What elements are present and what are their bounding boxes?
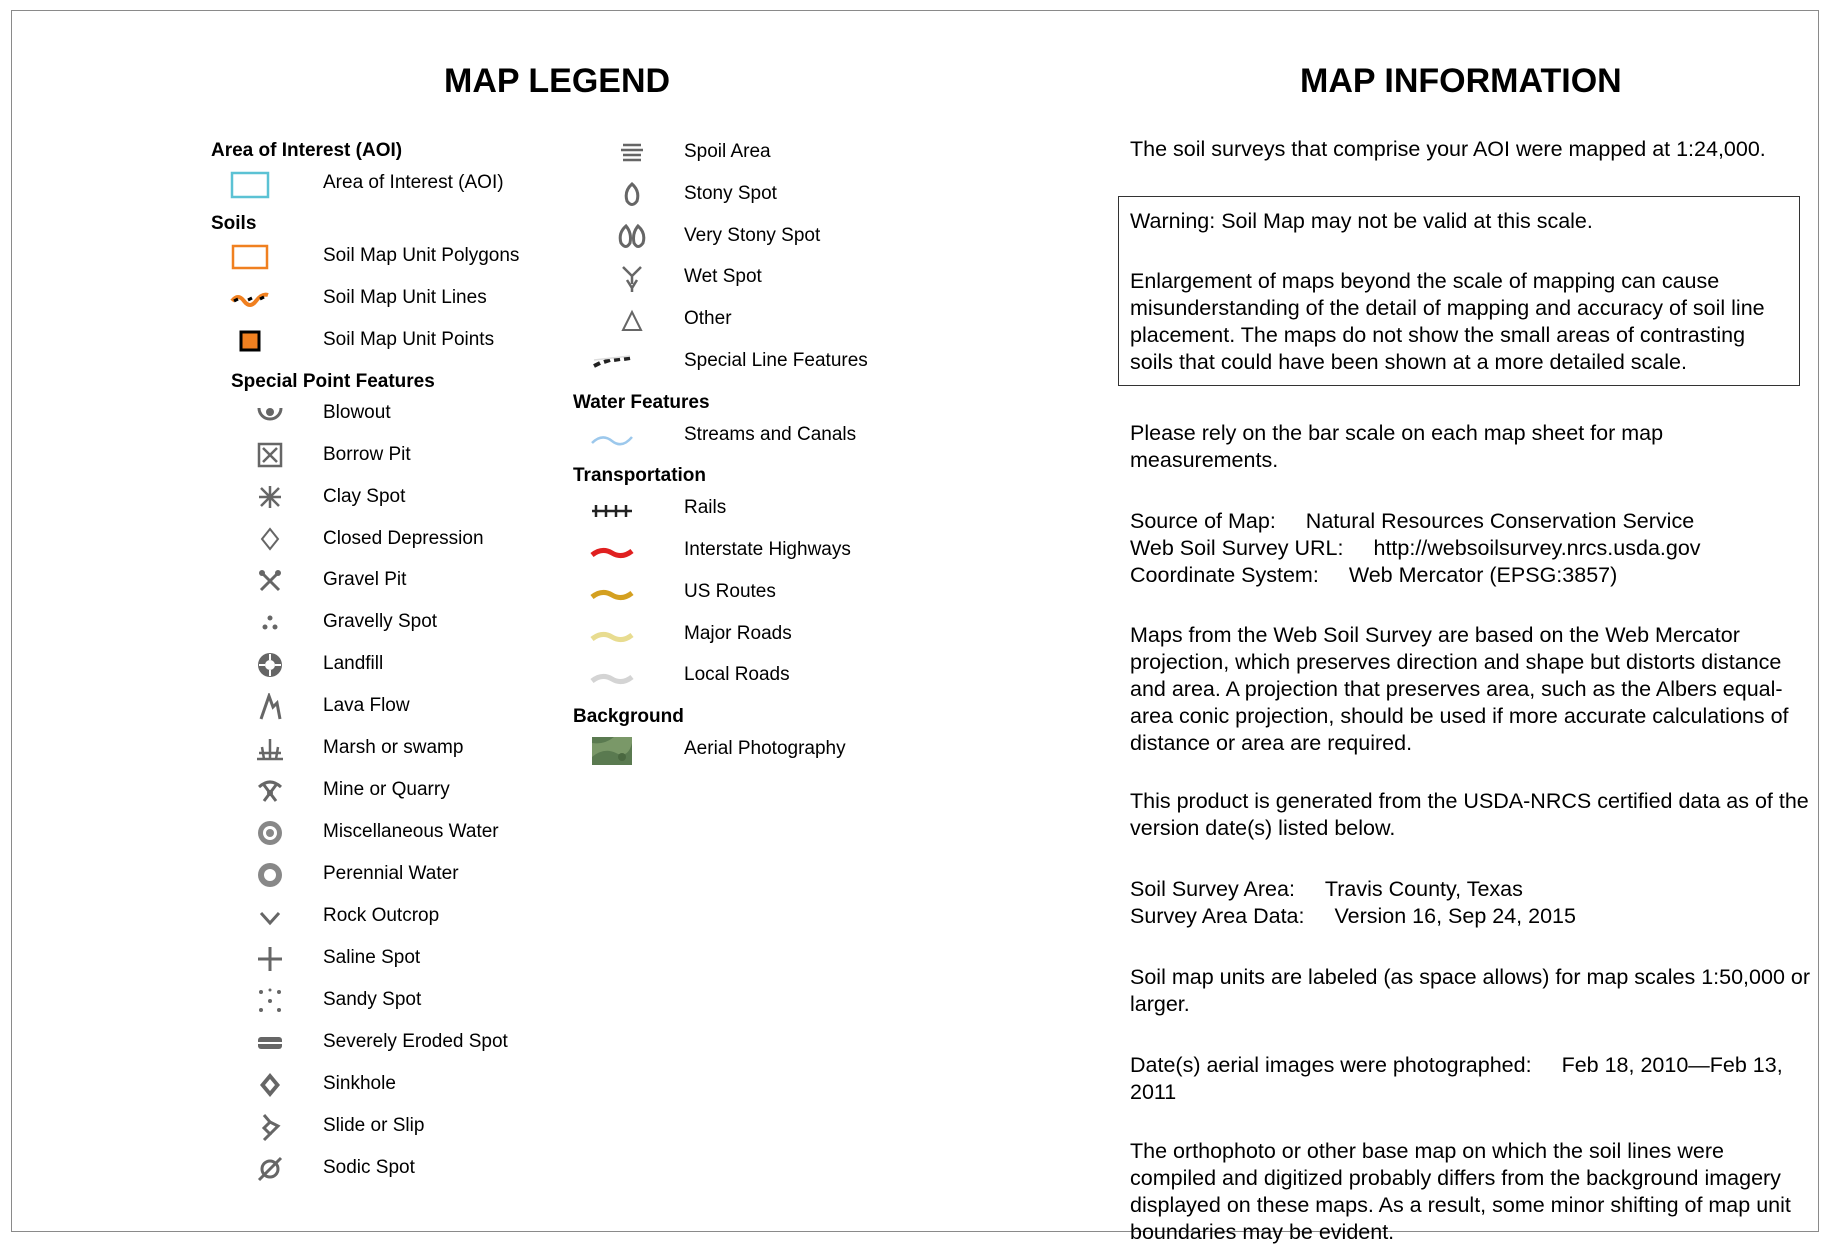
spf-item: Sinkhole: [323, 1073, 396, 1094]
spf-item: Gravel Pit: [323, 569, 407, 590]
transport-item: Major Roads: [684, 623, 792, 644]
transport-item: US Routes: [684, 581, 776, 602]
spf-item: Mine or Quarry: [323, 779, 450, 800]
legend-item-lines: Soil Map Unit Lines: [323, 287, 487, 308]
gravelly-spot-icon: [248, 608, 292, 638]
mine-icon: [248, 776, 292, 806]
coord-value: Web Mercator (EPSG:3857): [1348, 563, 1618, 587]
misc-water-icon: [248, 818, 292, 848]
special-point-heading: Special Point Features: [231, 371, 435, 392]
rails-icon: [590, 496, 634, 526]
gravel-pit-icon: [248, 566, 292, 596]
major-road-icon: [590, 622, 634, 652]
product-text: This product is generated from the USDA-NRCS certified data as of the version date(s) listed below.: [1130, 789, 1809, 840]
area-value: Travis County, Texas: [1324, 877, 1523, 901]
background-item: Aerial Photography: [684, 738, 846, 759]
aoi-rectangle-icon: [228, 170, 272, 200]
col2-item: Very Stony Spot: [684, 225, 821, 246]
url-label: Web Soil Survey URL:: [1130, 536, 1344, 560]
marsh-icon: [248, 734, 292, 764]
spf-item: Gravelly Spot: [323, 611, 438, 632]
special-line-icon: [590, 347, 634, 377]
spf-item: Saline Spot: [323, 947, 421, 968]
closed-depression-icon: [248, 524, 292, 554]
water-heading: Water Features: [573, 392, 710, 413]
landfill-icon: [248, 650, 292, 680]
labels-note: Soil map units are labeled (as space allows) for map scales 1:50,000 or larger.: [1130, 965, 1810, 1016]
transport-item: Interstate Highways: [684, 539, 851, 560]
sandy-spot-icon: [248, 986, 292, 1016]
sinkhole-icon: [248, 1070, 292, 1100]
spf-item: Lava Flow: [323, 695, 410, 716]
slide-icon: [248, 1112, 292, 1142]
spf-item: Rock Outcrop: [323, 905, 440, 926]
clay-spot-icon: [248, 482, 292, 512]
dates-label: Date(s) aerial images were photographed:: [1130, 1053, 1532, 1077]
aoi-heading: Area of Interest (AOI): [211, 140, 403, 161]
very-stony-spot-icon: [610, 222, 654, 252]
unit-point-icon: [228, 326, 272, 356]
aerial-photo-icon: [590, 736, 634, 766]
area-label: Soil Survey Area:: [1130, 877, 1295, 901]
spf-item: Clay Spot: [323, 486, 406, 507]
col2-item: Other: [684, 308, 732, 329]
rock-outcrop-icon: [248, 902, 292, 932]
us-route-icon: [590, 580, 634, 610]
col2-item: Stony Spot: [684, 183, 777, 204]
url-value[interactable]: http://websoilsurvey.nrcs.usda.gov: [1373, 536, 1701, 560]
col2-item: Special Line Features: [684, 350, 868, 371]
polygon-outline-icon: [228, 242, 272, 272]
blowout-icon: [248, 398, 292, 428]
spf-item: Borrow Pit: [323, 444, 411, 465]
projection-text: Maps from the Web Soil Survey are based on the Web Mercator projection, which preserves direction and shape but distorts distance and area. A projection that preserves area, such as the Albers equal-area conic projection, should be used if more accurate calculations of distance or area are required.: [1130, 623, 1789, 755]
scale-note: The soil surveys that comprise your AOI were mapped at 1:24,000.: [1130, 137, 1766, 161]
data-value: Version 16, Sep 24, 2015: [1334, 904, 1576, 928]
col2-item: Spoil Area: [684, 141, 771, 162]
source-value: Natural Resources Conservation Service: [1305, 509, 1695, 533]
local-road-icon: [590, 664, 634, 694]
legend-item-polygons: Soil Map Unit Polygons: [323, 245, 520, 266]
ortho-text: The orthophoto or other base map on which the soil lines were compiled and digitized probably differs from the background imagery displayed on these maps. As a result, some minor shifting of map unit boundaries may be evident.: [1130, 1139, 1791, 1244]
spf-item: Closed Depression: [323, 528, 484, 549]
sodic-spot-icon: [248, 1154, 292, 1184]
spf-item: Perennial Water: [323, 863, 459, 884]
transport-item: Local Roads: [684, 664, 790, 685]
spf-item: Slide or Slip: [323, 1115, 425, 1136]
legend-title: MAP LEGEND: [444, 62, 671, 100]
saline-spot-icon: [248, 944, 292, 974]
eroded-spot-icon: [248, 1028, 292, 1058]
spf-item: Landfill: [323, 653, 384, 674]
spf-item: Severely Eroded Spot: [323, 1031, 508, 1052]
warning-text: Warning: Soil Map may not be valid at this scale.: [1130, 209, 1593, 233]
transport-item: Rails: [684, 497, 727, 518]
spf-item: Sandy Spot: [323, 989, 422, 1010]
transport-heading: Transportation: [573, 465, 707, 486]
lava-flow-icon: [248, 692, 292, 722]
legend-item-aoi: Area of Interest (AOI): [323, 172, 504, 193]
soils-heading: Soils: [211, 213, 257, 234]
col2-item: Wet Spot: [684, 266, 762, 287]
perennial-water-icon: [248, 860, 292, 890]
wet-spot-icon: [610, 264, 654, 294]
survey-area: [1130, 876, 1820, 930]
enlargement-text: Enlargement of maps beyond the scale of mapping can cause misunderstanding of the detail of mapping and accuracy of soil line placement. The maps do not show the small areas of contrasting soils that could have been shown at a more detailed scale.: [1130, 269, 1765, 374]
spf-item: Miscellaneous Water: [323, 821, 499, 842]
unit-line-icon: [228, 284, 272, 314]
stony-spot-icon: [610, 180, 654, 210]
data-label: Survey Area Data:: [1130, 904, 1305, 928]
dates-value: Feb 18, 2010—Feb 13, 2011: [1130, 1053, 1783, 1104]
water-item: Streams and Canals: [684, 424, 857, 445]
spf-item: Blowout: [323, 402, 391, 423]
legend-item-points: Soil Map Unit Points: [323, 329, 495, 350]
stream-icon: [590, 424, 634, 454]
aerial-dates: [1130, 1052, 1810, 1106]
source-label: Source of Map:: [1130, 509, 1276, 533]
borrow-pit-icon: [248, 440, 292, 470]
other-triangle-icon: [610, 306, 654, 336]
interstate-icon: [590, 538, 634, 568]
bar-scale-note: Please rely on the bar scale on each map sheet for map measurements.: [1130, 421, 1664, 472]
map-source: [1130, 508, 1820, 589]
background-heading: Background: [573, 706, 684, 727]
spf-item: Sodic Spot: [323, 1157, 415, 1178]
spoil-area-icon: [610, 138, 654, 168]
spf-item: Marsh or swamp: [323, 737, 464, 758]
info-title: MAP INFORMATION: [1300, 62, 1622, 100]
coord-label: Coordinate System:: [1130, 563, 1319, 587]
